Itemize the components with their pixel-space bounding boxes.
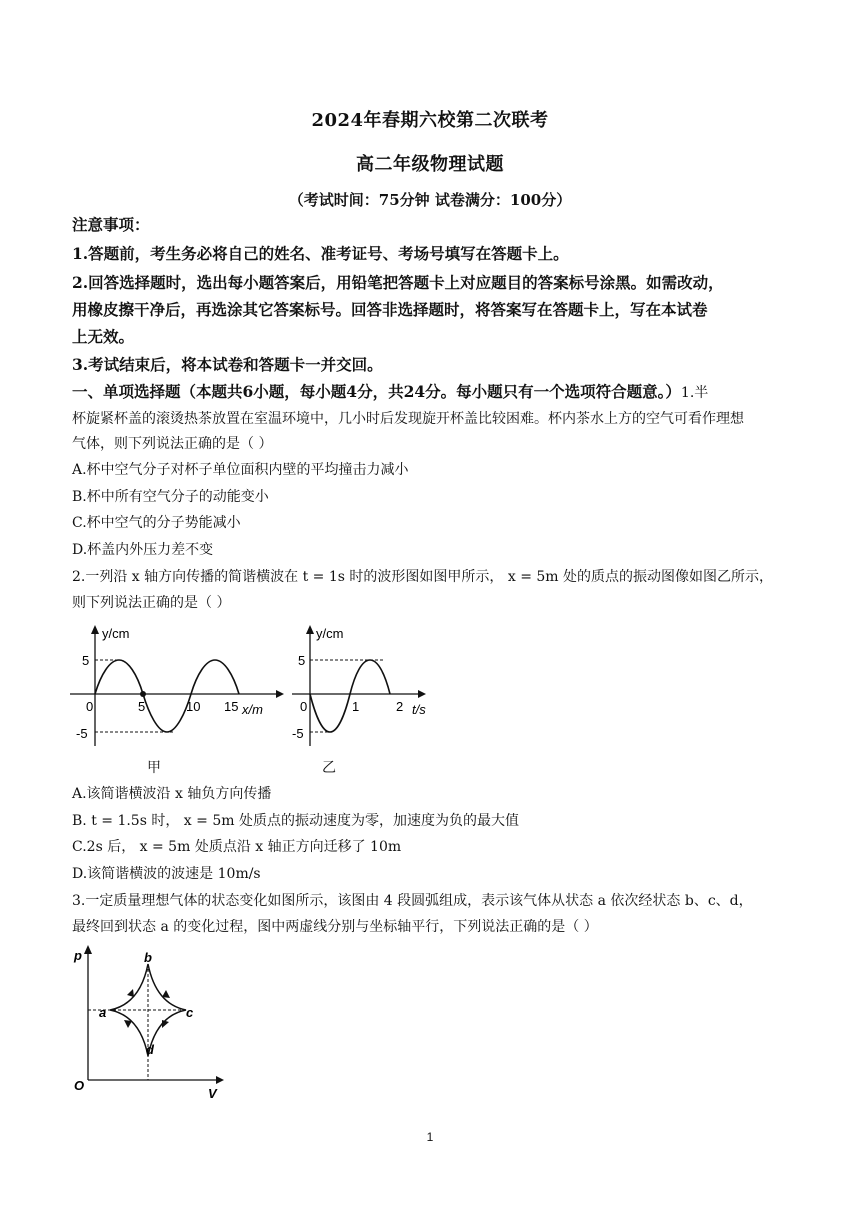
q3-stem-line-1: 3.一定质量理想气体的状态变化如图所示，该图由 4 段圆弧组成，表示该气体从状态 a 依次经状态 b、c、d，: [72, 893, 753, 909]
t-axis-label: t/s: [412, 702, 426, 717]
arrow-d-to-a: [124, 1020, 132, 1028]
v-axis-arrow: [216, 1076, 224, 1084]
arrow-b-to-c: [162, 990, 170, 998]
p-axis-arrow: [84, 945, 92, 954]
q1-option-c: C.杯中空气的分子势能减小: [72, 515, 241, 531]
q1-stem-line-3: 气体，则下列说法正确的是（ ）: [72, 436, 273, 452]
note-2-line-2: 用橡皮擦干净后，再选涂其它答案标号。回答非选择题时，将答案写在答题卡上，写在本试卷: [72, 300, 708, 319]
t-tick-2: 2: [396, 699, 404, 714]
figure-caption-jia: 甲: [147, 760, 161, 776]
note-2-line-1: 2.回答选择题时，选出每小题答案后，用铅笔把答题卡上对应题目的答案标号涂黑。如需改动，: [72, 273, 724, 292]
y-axis-arrow: [306, 625, 314, 634]
section-1-heading-text: 一、单项选择题（本题共6小题，每小题4分，共24分。每小题只有一个选项符合题意。）: [72, 382, 681, 401]
t-axis-arrow: [418, 690, 426, 698]
point-b-label: b: [144, 950, 152, 965]
point-a-label: a: [99, 1005, 107, 1020]
page-number: 1: [426, 1130, 434, 1144]
y-tick-neg5: -5: [76, 726, 88, 741]
notes-heading: 注意事项：: [72, 215, 150, 234]
pv-cycle-graph: [66, 940, 236, 1100]
exam-subtitle: 高二年级物理试题: [356, 154, 504, 175]
y-axis-arrow: [91, 625, 99, 634]
q2-stem-line-2: 则下列说法正确的是（ ）: [72, 595, 231, 611]
y-tick-5: 5: [298, 653, 306, 668]
p-axis-label: p: [74, 948, 82, 963]
y-axis-label: y/cm: [102, 626, 130, 641]
q2-stem-line-1: 2.一列沿 x 轴方向传播的简谐横波在 t = 1s 时的波形图如图甲所示， x = 5m 处的质点的振动图像如图乙所示，: [72, 569, 774, 585]
t-tick-0: 0: [300, 699, 308, 714]
x-tick-5: 5: [138, 699, 146, 714]
x-axis-arrow: [276, 690, 284, 698]
v-axis-label: V: [208, 1086, 217, 1100]
point-d-label: d: [146, 1042, 154, 1057]
note-3: 3.考试结束后，将本试卷和答题卡一并交回。: [72, 355, 383, 374]
q2-option-c: C.2s 后， x = 5m 处质点沿 x 轴正方向迁移了 10m: [72, 839, 402, 855]
y-axis-label: y/cm: [316, 626, 344, 641]
q1-stem-line-2: 杯旋紧杯盖的滚烫热茶放置在室温环境中，几小时后发现旋开杯盖比较困难。杯内茶水上方的空气可看作理想: [72, 411, 744, 427]
q1-option-a: A.杯中空气分子对杯子单位面积内壁的平均撞击力减小: [72, 462, 409, 478]
y-tick-neg5: -5: [292, 726, 304, 741]
exam-title: 2024年春期六校第二次联考: [311, 110, 549, 131]
wave-graph-jia: [66, 622, 286, 752]
figure-caption-yi: 乙: [322, 760, 336, 776]
q2-option-b: B. t = 1.5s 时， x = 5m 处质点的振动速度为零，加速度为负的最大值: [72, 813, 519, 829]
q1-option-b: B.杯中所有空气分子的动能变小: [72, 489, 269, 505]
arrow-a-to-b: [127, 989, 134, 997]
x-tick-0: 0: [86, 699, 94, 714]
q1-option-d: D.杯盖内外压力差不变: [72, 542, 214, 558]
q2-option-d: D.该简谐横波的波速是 10m/s: [72, 866, 261, 882]
point-c-label: c: [186, 1005, 194, 1020]
arrow-c-to-d: [162, 1020, 169, 1028]
wave-curve: [95, 660, 239, 732]
particle-x5-dot: [140, 691, 146, 697]
x-tick-15: 15: [224, 699, 239, 714]
section-1-heading: [72, 379, 812, 406]
note-1: 1.答题前，考生务必将自己的姓名、准考证号、考场号填写在答题卡上。: [72, 244, 569, 263]
vibration-curve: [310, 660, 390, 732]
vibration-graph-yi: [286, 622, 456, 752]
note-2-line-3: 上无效。: [72, 327, 135, 346]
q3-stem-line-2: 最终回到状态 a 的变化过程，图中两虚线分别与坐标轴平行，下列说法正确的是（ ）: [72, 919, 598, 935]
origin-label: O: [74, 1078, 85, 1093]
exam-meta: （考试时间：75分钟 试卷满分：100分）: [288, 191, 572, 209]
y-tick-5: 5: [82, 653, 90, 668]
t-tick-1: 1: [352, 699, 360, 714]
q1-stem-start: 1.半: [680, 385, 709, 401]
x-tick-10: 10: [186, 699, 201, 714]
x-axis-label: x/m: [242, 702, 263, 717]
q2-option-a: A.该简谐横波沿 x 轴负方向传播: [72, 786, 272, 802]
